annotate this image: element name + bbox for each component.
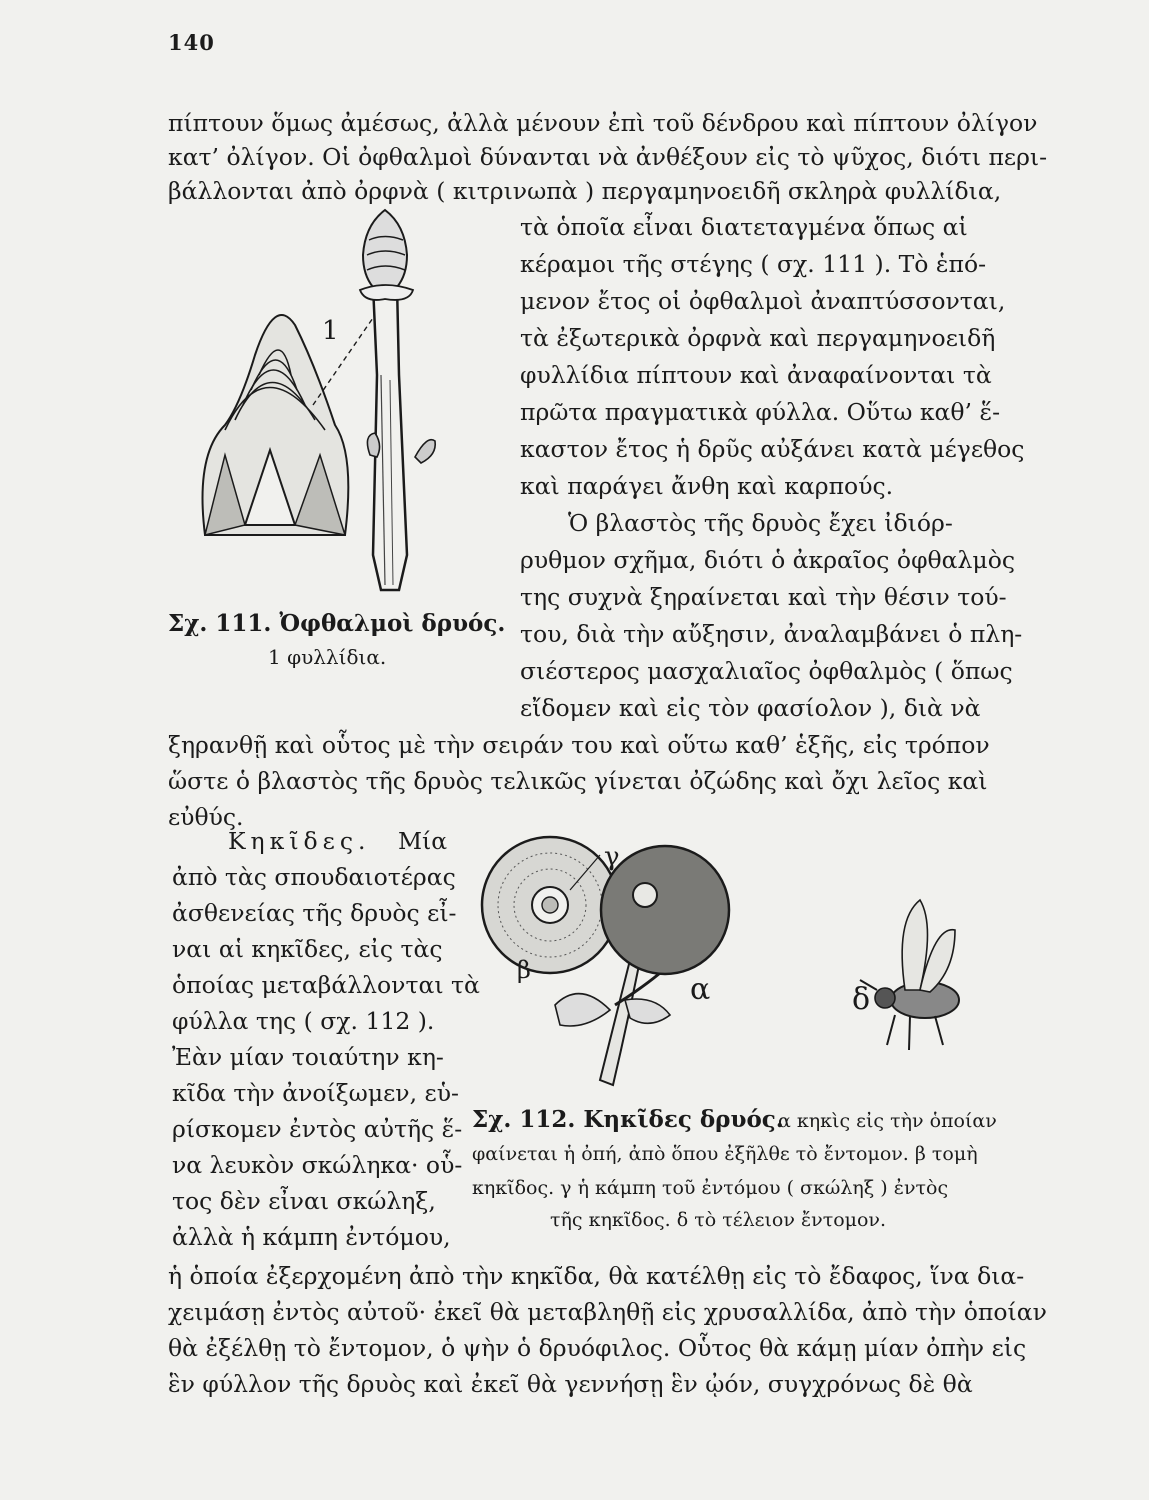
figure-112-caption-line: α κηκὶς εἰς τὴν ὁποίαν — [778, 1110, 997, 1132]
body-line: καὶ παράγει ἄνθη καὶ καρπούς. — [520, 472, 894, 500]
figure-111-illustration — [185, 195, 465, 595]
figure-112-caption-line: τῆς κηκῖδος. δ τὸ τέλειον ἔντομον. — [550, 1209, 887, 1231]
body-line: ξηρανθῇ καὶ οὗτος μὲ τὴν σειράν του καὶ οὕτω καθ’ ἑξῆς, εἰς τρόπον — [168, 731, 990, 759]
figure-111-label-1: 1 — [322, 316, 339, 346]
figure-112-label-beta: β — [517, 956, 531, 984]
body-line: κατ’ ὀλίγον. Οἱ ὀφθαλμοὶ δύνανται νὰ ἀνθέξουν εἰς τὸ ψῦχος, διότι περι- — [168, 143, 1048, 171]
figure-111-caption-title: Σχ. 111. Ὀφθαλμοὶ δρυός. — [168, 610, 506, 637]
body-line: ρυθμον σχῆμα, διότι ὁ ἀκραῖος ὀφθαλμὸς — [520, 546, 1016, 574]
figure-112-caption-title: Σχ. 112. Κηκῖδες δρυός. — [472, 1106, 784, 1133]
body-line: της συχνὰ ξηραίνεται καὶ τὴν θέσιν τού- — [520, 583, 1007, 611]
section-line: Μία — [398, 827, 448, 855]
body-line: βάλλονται ἀπὸ ὀρφνὰ ( κιτρινωπὰ ) περγαμηνοειδῆ σκληρὰ φυλλίδια, — [168, 177, 1002, 205]
body-line: μενον ἔτος οἱ ὀφθαλμοὶ ἀναπτύσσονται, — [520, 287, 1006, 315]
figure-111-caption-sub: 1 φυλλίδια. — [268, 645, 387, 669]
body-line: του, διὰ τὴν αὔξησιν, ἀναλαμβάνει ὁ πλη- — [520, 620, 1023, 648]
body-line: πρῶτα πραγματικὰ φύλλα. Οὕτω καθ’ ἕ- — [520, 398, 1001, 426]
body-line: ἓν φύλλον τῆς δρυὸς καὶ ἐκεῖ θὰ γεννήσῃ ἓν ᾠόν, συγχρόνως δὲ θὰ — [168, 1370, 973, 1398]
section-line: φύλλα της ( σχ. 112 ). — [172, 1007, 435, 1035]
figure-112-caption-line: φαίνεται ἡ ὀπή, ἀπὸ ὅπου ἐξῆλθε τὸ ἔντομον. β τομὴ — [472, 1143, 978, 1165]
body-line: χειμάσῃ ἐντὸς αὐτοῦ· ἐκεῖ θὰ μεταβληθῇ εἰς χρυσαλλίδα, ἀπὸ τὴν ὁποίαν — [168, 1298, 1047, 1326]
body-line: Ὁ βλαστὸς τῆς δρυὸς ἔχει ἰδιόρ- — [568, 509, 953, 537]
body-line: σιέστερος μασχαλιαῖος ὀφθαλμὸς ( ὅπως — [520, 657, 1013, 685]
body-line: ὥστε ὁ βλαστὸς τῆς δρυὸς τελικῶς γίνεται ὀζώδης καὶ ὄχι λεῖος καὶ — [168, 767, 988, 795]
figure-112-label-gamma: γ — [604, 842, 620, 872]
section-line: ὁποίας μεταβάλλονται τὰ — [172, 971, 480, 999]
section-line: να λευκὸν σκώληκα· οὗ- — [172, 1151, 463, 1179]
section-heading-text: Κηκῖδες. — [228, 827, 371, 855]
page-number: 140 — [168, 30, 215, 55]
section-heading — [228, 827, 371, 855]
figure-112-label-alpha: α — [690, 972, 711, 1007]
body-line: τὰ ἐξωτερικὰ ὀρφνὰ καὶ περγαμηνοειδῆ — [520, 324, 996, 352]
body-line: καστον ἔτος ἡ δρῦς αὐξάνει κατὰ μέγεθος — [520, 435, 1025, 463]
section-line: ρίσκομεν ἐντὸς αὐτῆς ἕ- — [172, 1115, 463, 1143]
section-line: ἀλλὰ ἡ κάμπη ἐντόμου, — [172, 1223, 451, 1251]
section-line: ναι αἱ κηκῖδες, εἰς τὰς — [172, 935, 443, 963]
body-line: θὰ ἐξέλθῃ τὸ ἔντομον, ὁ ψὴν ὁ δρυόφιλος. Οὗτος θὰ κάμῃ μίαν ὀπὴν εἰς — [168, 1334, 1027, 1362]
figure-112-illustration — [465, 830, 1005, 1100]
figure-112-caption-line: κηκῖδος. γ ἡ κάμπη τοῦ ἐντόμου ( σκώληξ ) ἐντὸς — [472, 1177, 949, 1199]
section-line: ἀσθενείας τῆς δρυὸς εἶ- — [172, 899, 457, 927]
body-line: κέραμοι τῆς στέγης ( σχ. 111 ). Τὸ ἑπό- — [520, 250, 987, 278]
section-line: τος δὲν εἶναι σκώληξ, — [172, 1187, 436, 1215]
body-line: φυλλίδια πίπτουν καὶ ἀναφαίνονται τὰ — [520, 361, 992, 389]
section-line: ἀπὸ τὰς σπουδαιοτέρας — [172, 863, 456, 891]
section-line: Ἐὰν μίαν τοιαύτην κη- — [172, 1043, 444, 1071]
body-line: ἡ ὁποία ἐξερχομένη ἀπὸ τὴν κηκῖδα, θὰ κατέλθῃ εἰς τὸ ἔδαφος, ἵνα δια- — [168, 1262, 1025, 1290]
body-line: πίπτουν ὅμως ἀμέσως, ἀλλὰ μένουν ἐπὶ τοῦ δένδρου καὶ πίπτουν ὀλίγον — [168, 109, 1038, 137]
body-line: εἴδομεν καὶ εἰς τὸν φασίολον ), διὰ νὰ — [520, 694, 981, 722]
figure-112-label-delta: δ — [852, 982, 871, 1017]
section-line: κῖδα τὴν ἀνοίξωμεν, εὑ- — [172, 1079, 459, 1107]
body-line: εὐθύς. — [168, 803, 244, 831]
body-line: τὰ ὁποῖα εἶναι διατεταγμένα ὅπως αἱ — [520, 213, 968, 241]
